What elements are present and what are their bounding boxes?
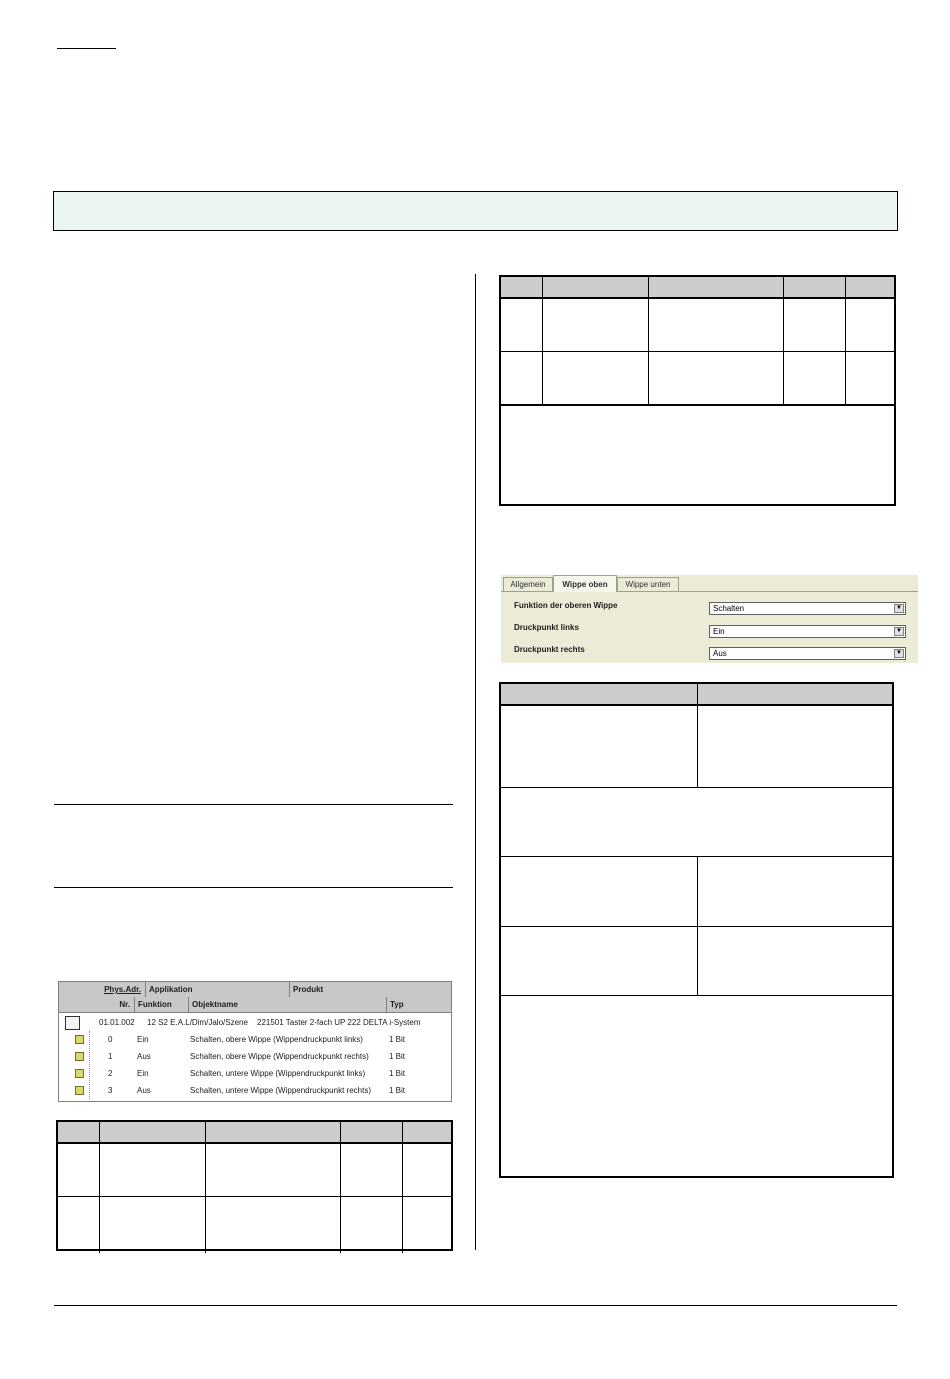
- col-produkt[interactable]: Produkt: [293, 985, 324, 994]
- device-product: 221501 Taster 2-fach UP 222 DELTA i-System: [257, 1018, 421, 1027]
- device-icon: [65, 1016, 80, 1030]
- table-header: [58, 1122, 451, 1144]
- section-banner: [53, 191, 898, 231]
- param-select-links[interactable]: [709, 625, 906, 638]
- left-rule-1: [54, 804, 453, 805]
- header-short-rule: [57, 48, 116, 49]
- right-object-table: [499, 275, 896, 506]
- object-typ: 1 Bit: [389, 1052, 406, 1061]
- object-funktion: Aus: [137, 1086, 151, 1095]
- device-application: 12 S2 E.A.L/Dim/Jalo/Szene: [147, 1018, 248, 1027]
- object-typ: 1 Bit: [389, 1086, 406, 1095]
- object-name: Schalten, obere Wippe (Wippendruckpunkt rechts): [190, 1052, 369, 1061]
- object-name: Schalten, obere Wippe (Wippendruckpunkt links): [190, 1035, 363, 1044]
- tab-wippe-unten[interactable]: Wippe unten: [617, 577, 679, 591]
- tab-wippe-oben[interactable]: Wippe oben: [553, 575, 617, 592]
- object-nr: 2: [108, 1069, 113, 1078]
- device-row[interactable]: [59, 1014, 451, 1031]
- object-nr: 3: [108, 1086, 113, 1095]
- table-row[interactable]: [59, 1031, 451, 1048]
- object-name: Schalten, untere Wippe (Wippendruckpunkt links): [190, 1069, 366, 1078]
- col-typ[interactable]: Typ: [390, 1000, 404, 1009]
- object-typ: 1 Bit: [389, 1035, 406, 1044]
- chevron-down-icon[interactable]: ▼: [894, 604, 904, 613]
- ets-object-list: [58, 981, 452, 1102]
- col-funktion[interactable]: Funktion: [135, 997, 189, 1012]
- chevron-down-icon[interactable]: ▼: [894, 649, 904, 658]
- table-header: [501, 277, 894, 299]
- param-value-links: Ein: [713, 627, 725, 636]
- tab-allgemein[interactable]: Allgemein: [503, 577, 553, 591]
- object-icon: [75, 1086, 84, 1095]
- table-row[interactable]: [59, 1048, 451, 1065]
- object-name: Schalten, untere Wippe (Wippendruckpunkt rechts): [190, 1086, 371, 1095]
- object-funktion: Ein: [137, 1069, 149, 1078]
- table-row[interactable]: [59, 1065, 451, 1082]
- object-funktion: Ein: [137, 1035, 149, 1044]
- left-object-table: [56, 1120, 453, 1251]
- chevron-down-icon[interactable]: ▼: [894, 627, 904, 636]
- col-nr[interactable]: Nr.: [59, 997, 135, 1012]
- footer-rule: [54, 1305, 897, 1306]
- param-label-rechts: Druckpunkt rechts: [514, 645, 585, 654]
- param-value-funktion: Schalten: [713, 604, 745, 613]
- col-applikation[interactable]: Applikation: [146, 982, 290, 997]
- col-objektname[interactable]: Objektname: [189, 997, 387, 1012]
- object-icon: [75, 1052, 84, 1061]
- object-funktion: Aus: [137, 1052, 151, 1061]
- param-label-funktion: Funktion der oberen Wippe: [514, 601, 618, 610]
- object-typ: 1 Bit: [389, 1069, 406, 1078]
- parameter-dialog: [501, 575, 918, 663]
- object-icon: [75, 1069, 84, 1078]
- object-nr: 0: [108, 1035, 113, 1044]
- right-parameter-table: [499, 682, 894, 1178]
- object-nr: 1: [108, 1052, 113, 1061]
- left-rule-2: [54, 887, 453, 888]
- table-row: [501, 351, 894, 352]
- col-phys-adr[interactable]: Phys.Adr.: [59, 982, 146, 997]
- param-select-rechts[interactable]: [709, 647, 906, 660]
- param-value-rechts: Aus: [713, 649, 727, 658]
- object-icon: [75, 1035, 84, 1044]
- column-divider: [475, 274, 476, 1250]
- device-address: 01.01.002: [99, 1018, 135, 1027]
- param-label-links: Druckpunkt links: [514, 623, 579, 632]
- param-select-funktion[interactable]: [709, 602, 906, 615]
- table-row[interactable]: [59, 1082, 451, 1099]
- table-row: [58, 1196, 451, 1197]
